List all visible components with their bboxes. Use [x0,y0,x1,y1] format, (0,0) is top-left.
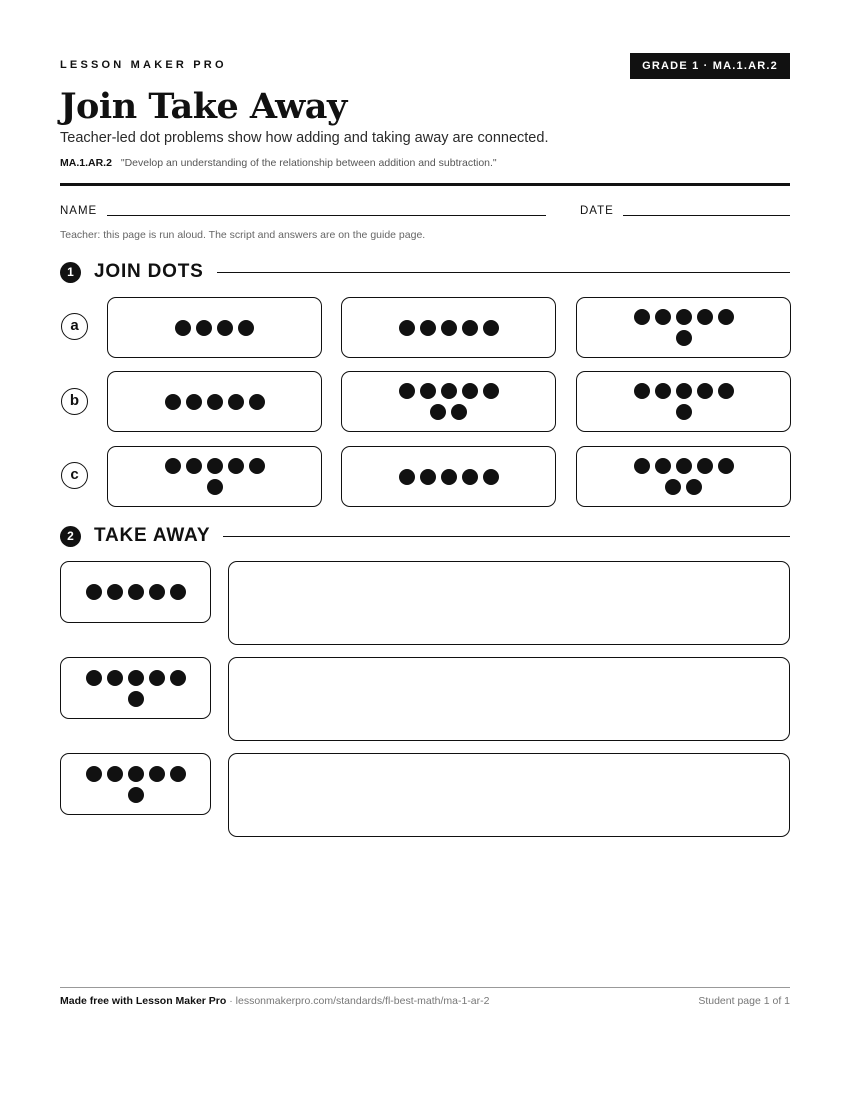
take-away-dot-box-2 [60,657,211,719]
take-away-answer-box-3[interactable] [228,753,790,837]
dot [718,309,734,325]
dot [165,394,181,410]
dot-row [86,670,186,686]
dot [86,670,102,686]
dot [441,383,457,399]
join-dot-box-c-3 [576,446,791,507]
dot [170,584,186,600]
dot-row [665,479,702,495]
dot [634,383,650,399]
dot [165,458,181,474]
section-rule [217,272,790,273]
dot-row [676,404,692,420]
dot-row [634,383,734,399]
dot [676,404,692,420]
dot [420,320,436,336]
take-away-answer-box-1[interactable] [228,561,790,645]
dot [149,766,165,782]
section-number-badge: 1 [60,262,81,283]
dot [676,309,692,325]
dot [462,383,478,399]
dot [170,670,186,686]
page-title: Join Take Away [60,86,347,127]
header-divider [60,183,790,186]
dot [697,383,713,399]
grade-badge: GRADE 1 · MA.1.AR.2 [630,53,790,79]
join-dot-box-a-2 [341,297,556,358]
dot-row [86,766,186,782]
dot [170,766,186,782]
dot [462,469,478,485]
name-label: NAME [60,205,98,217]
dot [655,309,671,325]
dot [718,383,734,399]
dot-row [399,469,499,485]
dot-row [128,787,144,803]
dot [420,469,436,485]
dot [228,458,244,474]
dot [451,404,467,420]
dot-row [399,383,499,399]
dot [399,383,415,399]
dot [217,320,233,336]
dot [196,320,212,336]
section-number-badge: 2 [60,526,81,547]
date-label: DATE [580,205,614,217]
dot [186,394,202,410]
footer-made-by: Made free with Lesson Maker Pro [60,995,227,1007]
section-title: JOIN DOTS [94,261,204,282]
dot [697,309,713,325]
dot [483,469,499,485]
dot [207,394,223,410]
dot [249,458,265,474]
dot [441,320,457,336]
footer-credit [60,995,489,1007]
dot [107,670,123,686]
standard-line [60,157,497,169]
section-join-dots-header [60,260,790,284]
join-dot-box-b-1 [107,371,322,432]
dot [175,320,191,336]
dot [86,766,102,782]
name-line[interactable] [107,215,546,216]
dot-row [207,479,223,495]
dot [634,458,650,474]
dot [676,458,692,474]
dot [249,394,265,410]
dot [399,469,415,485]
footer-divider [60,987,790,988]
section-rule [223,536,790,537]
brand-label: LESSON MAKER PRO [60,59,227,71]
dot [676,330,692,346]
row-label-a: a [61,313,88,340]
date-line[interactable] [623,215,790,216]
dot [128,691,144,707]
dot [430,404,446,420]
dot [207,479,223,495]
join-dot-box-b-3 [576,371,791,432]
page-subtitle: Teacher-led dot problems show how adding and taking away are connected. [60,130,549,146]
row-label-b: b [61,388,88,415]
dot-row [128,691,144,707]
dot [634,309,650,325]
teacher-note: Teacher: this page is run aloud. The script and answers are on the guide page. [60,229,426,241]
dot [483,320,499,336]
dot [107,766,123,782]
take-away-dot-box-3 [60,753,211,815]
dot [86,584,102,600]
join-dot-box-b-2 [341,371,556,432]
section-title: TAKE AWAY [94,525,211,546]
dot [399,320,415,336]
join-dot-box-c-1 [107,446,322,507]
dot-row [634,309,734,325]
dot-row [175,320,254,336]
row-label-c: c [61,462,88,489]
dot-row [634,458,734,474]
dot [686,479,702,495]
dot [238,320,254,336]
dot [107,584,123,600]
dot [149,584,165,600]
dot-row [165,394,265,410]
dot [420,383,436,399]
join-dot-box-c-2 [341,446,556,507]
standard-code: MA.1.AR.2 [60,157,112,169]
join-dot-box-a-1 [107,297,322,358]
footer-url[interactable]: · lessonmakerpro.com/standards/fl-best-math/ma-1-ar-2 [226,995,490,1007]
footer-page-number: Student page 1 of 1 [698,995,790,1007]
dot [128,584,144,600]
dot [483,383,499,399]
dot-row [430,404,467,420]
dot [655,458,671,474]
standard-text: "Develop an understanding of the relationship between addition and subtraction." [120,157,497,169]
take-away-answer-box-2[interactable] [228,657,790,741]
dot [186,458,202,474]
dot-row [676,330,692,346]
dot-row [399,320,499,336]
dot-row [86,584,186,600]
dot [441,469,457,485]
dot [676,383,692,399]
dot [228,394,244,410]
take-away-dot-box-1 [60,561,211,623]
join-dot-box-a-3 [576,297,791,358]
dot [655,383,671,399]
dot-row [165,458,265,474]
dot [128,766,144,782]
section-take-away-header [60,524,790,548]
dot [665,479,681,495]
dot [149,670,165,686]
dot [207,458,223,474]
dot [462,320,478,336]
dot [128,787,144,803]
dot [697,458,713,474]
dot [128,670,144,686]
dot [718,458,734,474]
